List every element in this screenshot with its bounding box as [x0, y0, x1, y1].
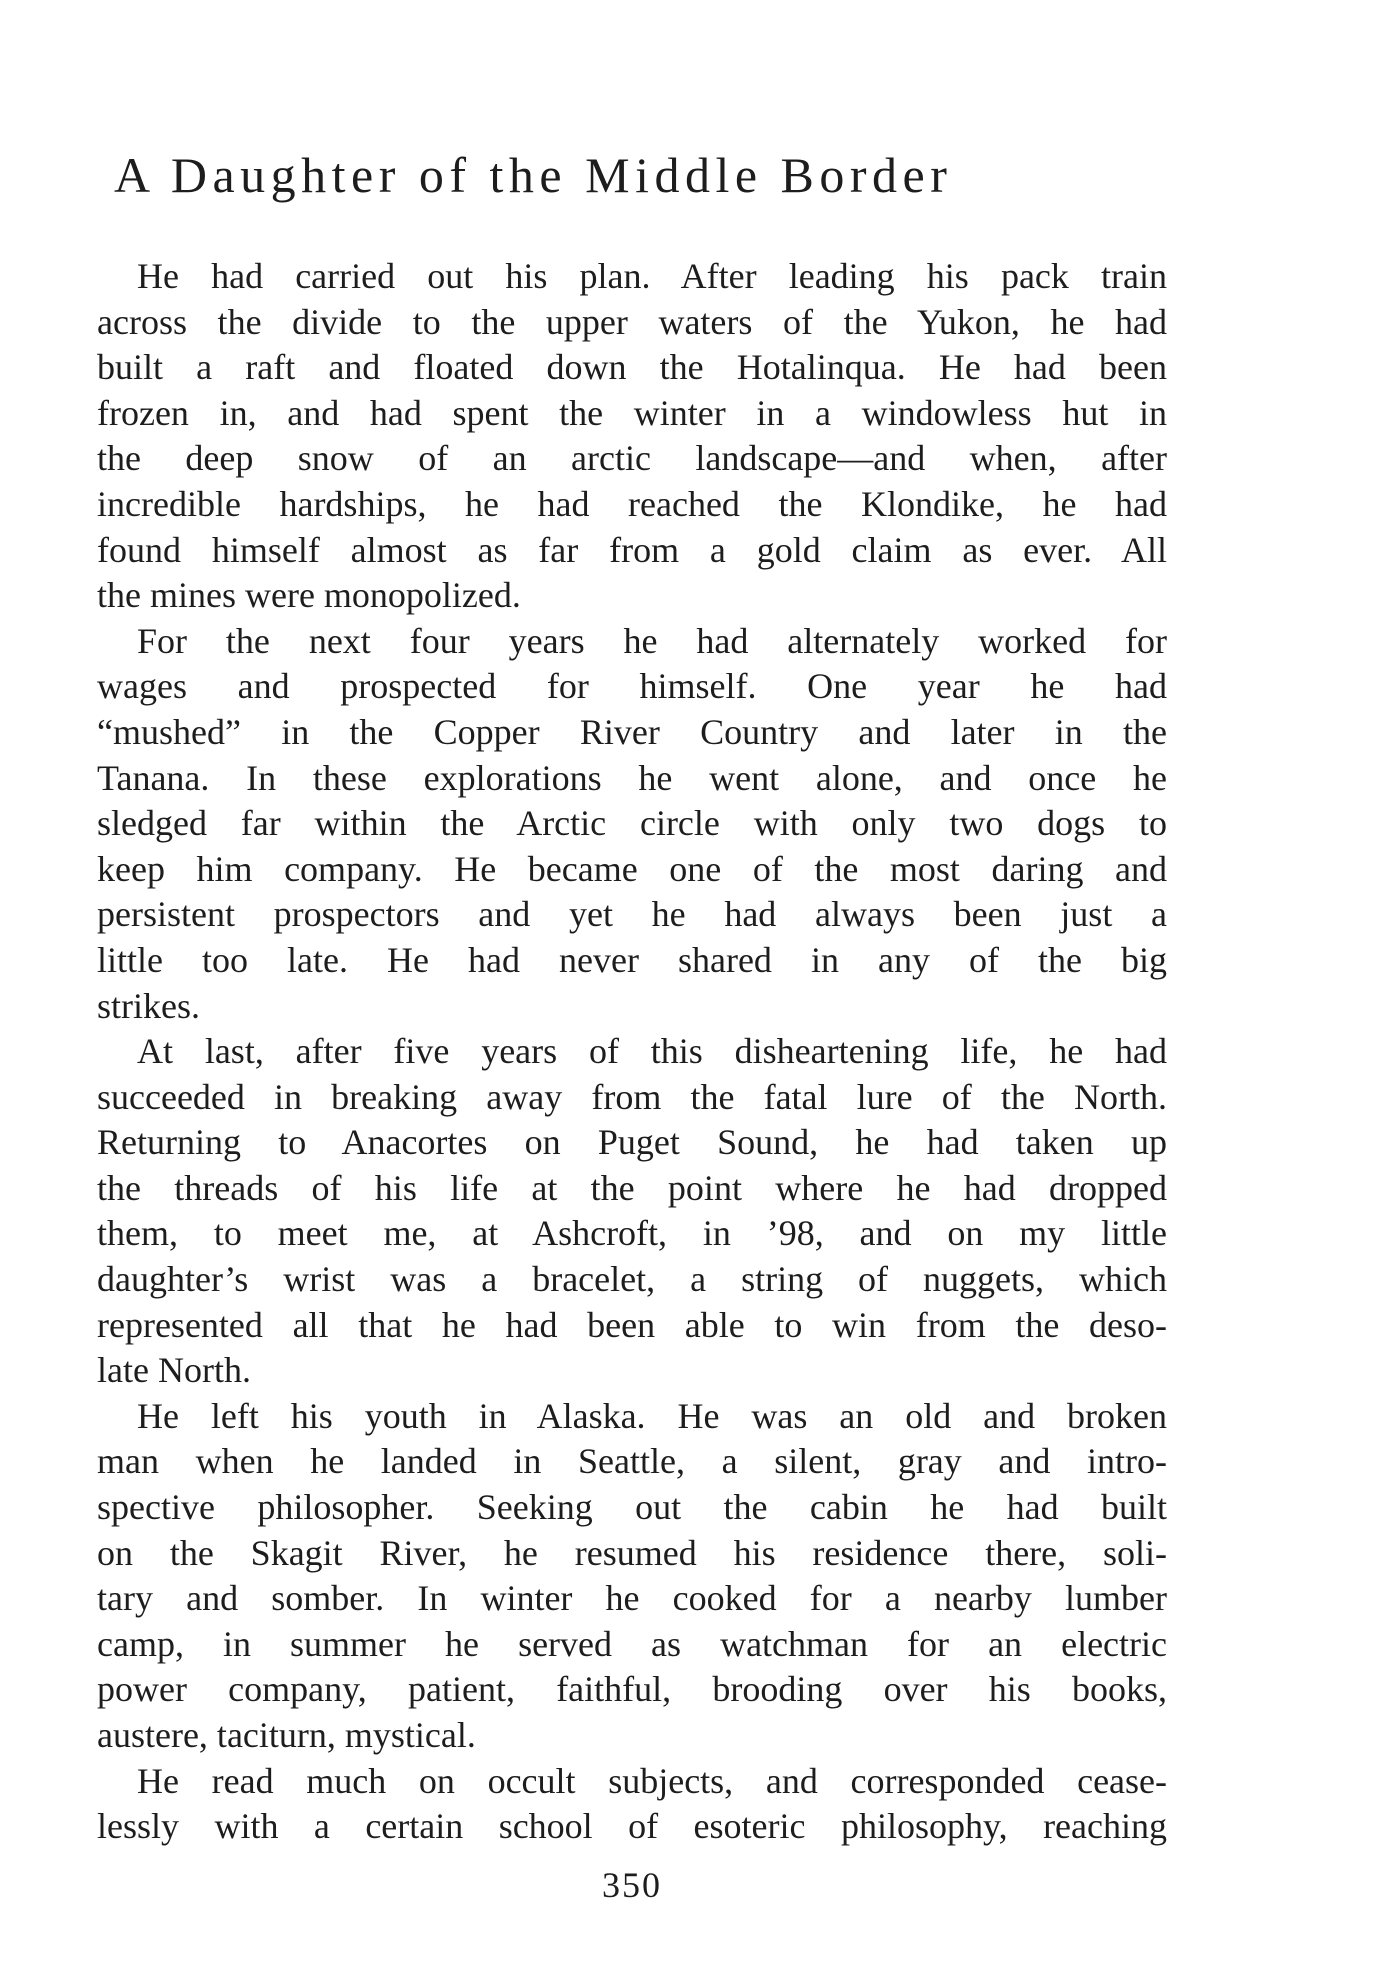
text-line: strikes. [97, 985, 200, 1026]
text-line: across the divide to the upper waters of the Yukon, he had [97, 301, 1167, 342]
text-line: wages and prospected for himself. One year he had [97, 666, 1167, 707]
text-line: found himself almost as far from a gold claim as ever. All [97, 529, 1167, 570]
text-line: tary and somber. In winter he cooked for a nearby lumber [97, 1578, 1167, 1619]
text-line: the mines were monopolized. [97, 575, 521, 616]
text-line: camp, in summer he served as watchman for an electric [97, 1623, 1167, 1664]
text-line: them, to meet me, at Ashcroft, in ’98, and on my little [97, 1213, 1167, 1254]
text-line: frozen in, and had spent the winter in a windowless hut in [97, 392, 1167, 433]
text-line: austere, taciturn, mystical. [97, 1715, 476, 1755]
body-text [97, 254, 1167, 1850]
text-line: “mushed” in the Copper River Country and later in the [97, 711, 1167, 752]
text-line: daughter’s wrist was a bracelet, a string of nuggets, which [97, 1259, 1167, 1300]
running-head: A Daughter of the Middle Border [114, 147, 953, 203]
page-number: 350 [602, 1864, 662, 1905]
paragraph [97, 1394, 1167, 1759]
text-line: little too late. He had never shared in any of the big [97, 939, 1167, 980]
text-line: built a raft and floated down the Hotalinqua. He had been [97, 347, 1167, 388]
text-line: He left his youth in Alaska. He was an old and broken [137, 1395, 1167, 1436]
text-line: sledged far within the Arctic circle with only two dogs to [97, 803, 1167, 844]
text-line: persistent prospectors and yet he had always been just a [97, 894, 1167, 935]
text-line: the deep snow of an arctic landscape—and when, after [97, 438, 1167, 479]
paragraph [97, 254, 1167, 619]
paragraph [97, 1029, 1167, 1394]
text-line: lessly with a certain school of esoteric philosophy, reaching [97, 1806, 1167, 1847]
book-page [97, 147, 1167, 1906]
text-line: represented all that he had been able to win from the deso- [97, 1304, 1167, 1345]
text-line: Tanana. In these explorations he went alone, and once he [97, 757, 1167, 798]
text-line: Returning to Anacortes on Puget Sound, he had taken up [97, 1122, 1167, 1163]
text-line: spective philosopher. Seeking out the cabin he had built [97, 1487, 1167, 1528]
text-line: succeeded in breaking away from the fatal lure of the North. [97, 1076, 1167, 1117]
text-line: He had carried out his plan. After leading his pack train [137, 256, 1167, 296]
text-line: He read much on occult subjects, and corresponded cease- [137, 1760, 1167, 1801]
text-line: man when he landed in Seattle, a silent, gray and intro- [97, 1441, 1167, 1482]
text-line: At last, after five years of this disheartening life, he had [137, 1031, 1167, 1072]
text-line: the threads of his life at the point where he had dropped [97, 1167, 1167, 1208]
paragraph [97, 1759, 1167, 1850]
text-line: For the next four years he had alternately worked for [137, 620, 1167, 661]
text-line: incredible hardships, he had reached the Klondike, he had [97, 483, 1167, 524]
text-line: keep him company. He became one of the most daring and [97, 848, 1167, 889]
text-line: late North. [97, 1350, 251, 1391]
text-line: power company, patient, faithful, brooding over his books, [97, 1669, 1167, 1710]
paragraph [97, 619, 1167, 1029]
text-line: on the Skagit River, he resumed his residence there, soli- [97, 1532, 1167, 1573]
